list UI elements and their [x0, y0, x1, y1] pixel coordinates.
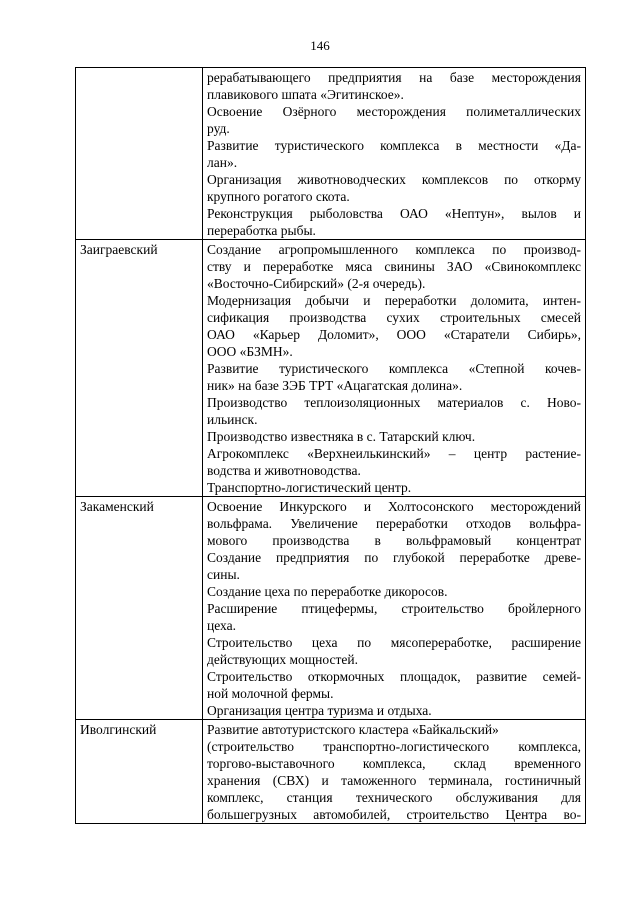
project-text-line: водства и животноводства.: [207, 463, 361, 478]
project-text-line: Агрокомплекс «Верхнеилькинский» – центр растение-: [207, 446, 581, 461]
project-text-line: ильинск.: [207, 412, 258, 427]
project-text-line: ООО «БЗМН».: [207, 344, 293, 359]
district-cell: Закаменский: [76, 497, 203, 720]
project-text-line: (строительство транспортно-логистического комплекса,: [207, 739, 581, 754]
projects-cell: [203, 240, 586, 497]
project-text-line: руд.: [207, 121, 230, 136]
project-text-line: Создание агропромышленного комплекса по производ-: [207, 242, 581, 257]
project-text-line: сины.: [207, 567, 240, 582]
project-text-line: Строительство откормочных площадок, развитие семей-: [207, 669, 581, 684]
project-text-line: «Восточно-Сибирский» (2-я очередь).: [207, 276, 426, 291]
project-text-line: ной молочной фермы.: [207, 686, 334, 701]
project-text-line: Производство теплоизоляционных материалов с. Ново-: [207, 395, 581, 410]
project-text-line: Создание предприятия по глубокой переработке древе-: [207, 550, 581, 565]
project-text-line: рерабатывающего предприятия на базе месторождения: [207, 70, 581, 85]
projects-cell: [203, 68, 586, 240]
project-text-line: Создание цеха по переработке дикоросов.: [207, 584, 448, 599]
project-text-line: ОАО «Карьер Доломит», ООО «Старатели Сибирь»,: [207, 327, 581, 342]
project-text-line: комплекс, станция технического обслуживания для: [207, 790, 581, 805]
project-text-line: большегрузных автомобилей, строительство Центра во-: [207, 807, 581, 822]
project-text-line: плавикового шпата «Эгитинское».: [207, 87, 404, 102]
project-text-line: Освоение Озёрного месторождения полиметаллических: [207, 104, 581, 119]
page-number: 146: [310, 38, 330, 53]
project-text-line: Развитие туристического комплекса в местности «Да-: [207, 138, 581, 153]
table-row: [76, 68, 586, 240]
project-text-line: Организация животноводческих комплексов по откорму: [207, 172, 581, 187]
project-text-line: Реконструкция рыболовства ОАО «Нептун», вылов и: [207, 206, 581, 221]
project-text-line: торгово-выставочного комплекса, склад временного: [207, 756, 581, 771]
projects-cell: [203, 720, 586, 824]
project-text-line: ству и переработке мяса свинины ЗАО «Свинокомплекс: [207, 259, 581, 274]
project-text-line: переработка рыбы.: [207, 223, 316, 238]
project-text-line: хранения (СВХ) и таможенного терминала, гостиничный: [207, 773, 581, 788]
projects-cell: [203, 497, 586, 720]
project-text-line: лан».: [207, 155, 238, 170]
project-text-line: Строительство цеха по мясопереработке, расширение: [207, 635, 581, 650]
project-text-line: вольфрама. Увеличение переработки отходов вольфра-: [207, 516, 581, 531]
project-text-line: ник» на базе ЗЭБ ТРТ «Ацагатская долина».: [207, 378, 463, 393]
project-text-line: Транспортно-логистический центр.: [207, 480, 412, 495]
district-cell: Заиграевский: [76, 240, 203, 497]
table-row: [76, 720, 586, 824]
project-text-line: Организация центра туризма и отдыха.: [207, 703, 432, 718]
project-text-line: Производство известняка в с. Татарский ключ.: [207, 429, 476, 444]
project-text-line: мового производства в вольфрамовый концентрат: [207, 533, 581, 548]
project-text-line: Модернизация добычи и переработки доломита, интен-: [207, 293, 581, 308]
district-cell: [76, 68, 203, 240]
table-row: [76, 497, 586, 720]
project-text-line: сификация производства сухих строительных смесей: [207, 310, 581, 325]
project-text-line: крупного рогатого скота.: [207, 189, 350, 204]
district-cell: Иволгинский: [76, 720, 203, 824]
project-text-line: Развитие туристического комплекса «Степной кочев-: [207, 361, 581, 376]
table-row: [76, 240, 586, 497]
project-text-line: Развитие автотуристского кластера «Байкальский»: [207, 722, 499, 737]
projects-table: [75, 67, 586, 824]
project-text-line: Освоение Инкурского и Холтосонского месторождений: [207, 499, 581, 514]
project-text-line: цеха.: [207, 618, 236, 633]
project-text-line: Расширение птицефермы, строительство бройлерного: [207, 601, 581, 616]
project-text-line: действующих мощностей.: [207, 652, 358, 667]
